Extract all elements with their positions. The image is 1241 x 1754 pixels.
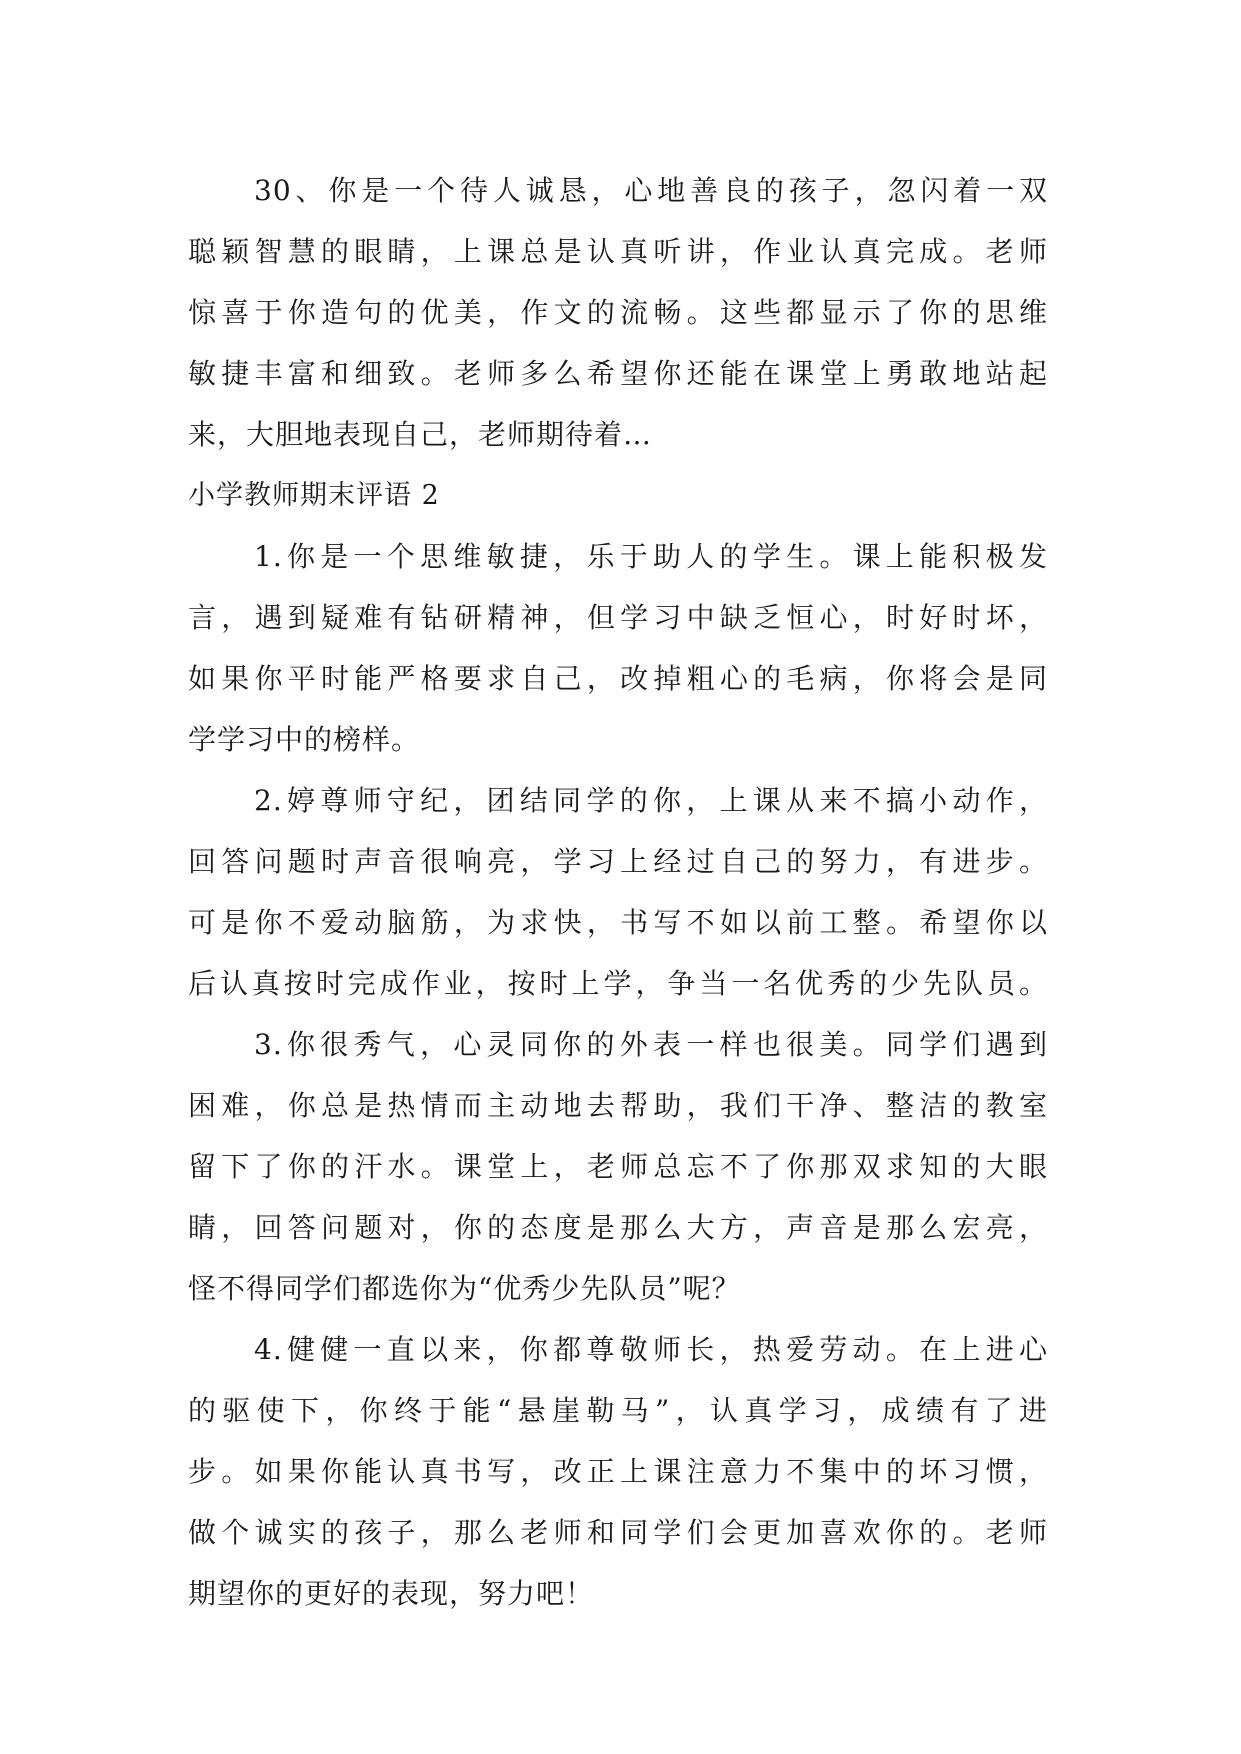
paragraph-line: 的驱使下，你终于能“悬崖勒马”，认真学习，成绩有了进 bbox=[188, 1394, 1048, 1427]
paragraph-line: 敏捷丰富和细致。老师多么希望你还能在课堂上勇敢地站起 bbox=[188, 357, 1048, 390]
paragraph-line: 困难，你总是热情而主动地去帮助，我们干净、整洁的教室 bbox=[188, 1089, 1048, 1122]
paragraph-line: 留下了你的汗水。课堂上，老师总忘不了你那双求知的大眼 bbox=[188, 1150, 1048, 1183]
paragraph-2 bbox=[188, 770, 1048, 1014]
paragraph-line: 1.你是一个思维敏捷，乐于助人的学生。课上能积极发 bbox=[254, 540, 1048, 573]
paragraph-line: 聪颖智慧的眼睛，上课总是认真听讲，作业认真完成。老师 bbox=[188, 235, 1048, 268]
document-page bbox=[188, 160, 1048, 1624]
paragraph-line: 3.你很秀气，心灵同你的外表一样也很美。同学们遇到 bbox=[254, 1028, 1048, 1061]
paragraph-3 bbox=[188, 1014, 1048, 1319]
paragraph-line: 如果你平时能严格要求自己，改掉粗心的毛病，你将会是同 bbox=[188, 662, 1048, 695]
paragraph-line: 期望你的更好的表现，努力吧！ bbox=[188, 1577, 595, 1610]
paragraph-line: 后认真按时完成作业，按时上学，争当一名优秀的少先队员。 bbox=[188, 967, 1048, 1000]
paragraph-line: 做个诚实的孩子，那么老师和同学们会更加喜欢你的。老师 bbox=[188, 1516, 1048, 1549]
paragraph-line: 4.健健一直以来，你都尊敬师长，热爱劳动。在上进心 bbox=[254, 1333, 1048, 1366]
paragraph-line: 怪不得同学们都选你为“优秀少先队员”呢？ bbox=[188, 1272, 741, 1305]
section-heading: 小学教师期末评语 2 bbox=[188, 480, 440, 511]
paragraph-line: 来，大胆地表现自己，老师期待着… bbox=[188, 418, 653, 451]
paragraph-30 bbox=[188, 160, 1048, 465]
paragraph-line: 睛，回答问题对，你的态度是那么大方，声音是那么宏亮， bbox=[188, 1211, 1048, 1244]
paragraph-line: 回答问题时声音很响亮，学习上经过自己的努力，有进步。 bbox=[188, 845, 1048, 878]
paragraph-4 bbox=[188, 1319, 1048, 1624]
paragraph-line: 30、你是一个待人诚恳，心地善良的孩子，忽闪着一双 bbox=[254, 174, 1048, 207]
paragraph-line: 2.婷尊师守纪，团结同学的你，上课从来不搞小动作， bbox=[254, 784, 1048, 817]
paragraph-line: 可是你不爱动脑筋，为求快，书写不如以前工整。希望你以 bbox=[188, 906, 1048, 939]
paragraph-line: 步。如果你能认真书写，改正上课注意力不集中的坏习惯， bbox=[188, 1455, 1048, 1488]
paragraph-line: 言，遇到疑难有钻研精神，但学习中缺乏恒心，时好时坏， bbox=[188, 601, 1048, 634]
paragraph-1 bbox=[188, 526, 1048, 770]
paragraph-line: 学学习中的榜样。 bbox=[188, 723, 421, 756]
paragraph-line: 惊喜于你造句的优美，作文的流畅。这些都显示了你的思维 bbox=[188, 296, 1048, 329]
